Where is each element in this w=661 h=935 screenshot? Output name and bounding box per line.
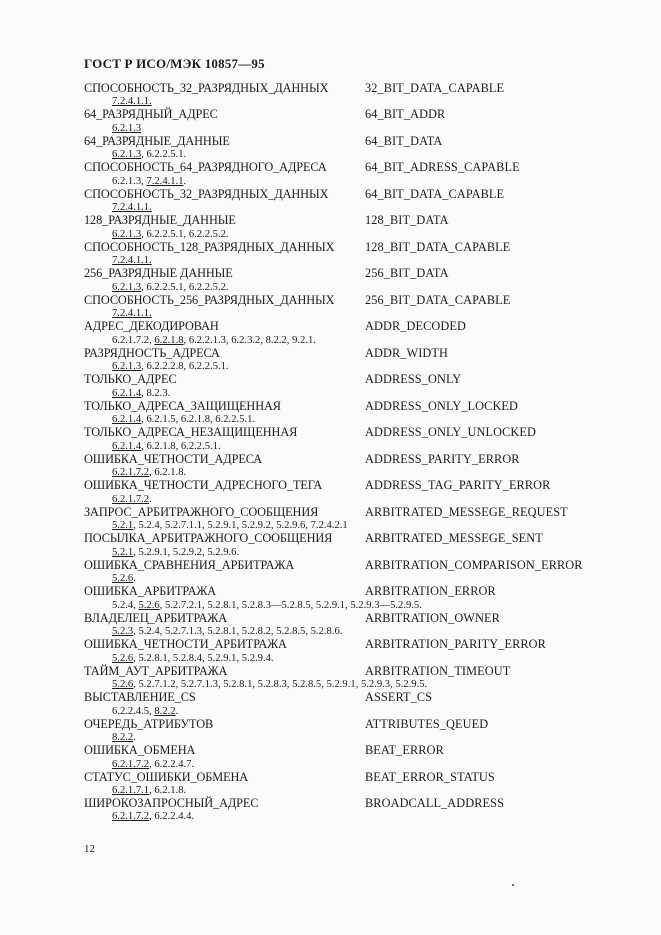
reference-link: 6.2.1.3 (112, 149, 142, 161)
term-english: 128_BIT_DATA_CAPABLE (365, 239, 511, 254)
term-english: 64_BIT_DATA_CAPABLE (365, 186, 505, 201)
term-entry (84, 426, 644, 452)
term-russian: ОШИБКА_ЧЕТНОСТИ_АРБИТРАЖА (84, 637, 287, 652)
term-entry (84, 532, 644, 558)
term-references (84, 175, 644, 188)
term-english: ATTRIBUTES_QEUED (365, 716, 489, 731)
term-references (84, 281, 644, 294)
reference-text: , 6.2.2.4.4. (149, 811, 195, 823)
scan-speck (512, 884, 514, 886)
term-row (84, 691, 644, 704)
term-references (84, 546, 644, 559)
term-row (84, 400, 644, 413)
term-english: ARBITRATED_MESSEGE_SENT (365, 531, 543, 546)
term-row (84, 373, 644, 386)
term-english: ARBITRATION_PARITY_ERROR (365, 637, 546, 652)
reference-text: . (133, 573, 136, 585)
reference-link: 6.2.1.3 (112, 361, 142, 373)
term-russian: ВЛАДЕЛЕЦ_АРБИТРАЖА (84, 610, 227, 625)
term-russian: ТОЛЬКО_АДРЕСА_ЗАЩИЩЕННАЯ (84, 398, 281, 413)
reference-text: , 6.2.2.2.8, 6.2.2.5.1. (141, 361, 229, 373)
term-english: ARBITRATION_ERROR (365, 584, 496, 599)
reference-text: , 6.2.2.5.1, 6.2.2.5.2. (141, 281, 229, 293)
term-entry (84, 188, 644, 214)
term-english: ASSERT_CS (365, 690, 433, 705)
term-russian: ШИРОКОЗАПРОСНЫЙ_АДРЕС (84, 796, 259, 811)
reference-text: , 5.2.4, 5.2.7.1.3, 5.2.8.1, 5.2.8.2, 5.2.8.5, 5.2.8.6. (133, 626, 343, 638)
term-english: ARBITRATION_OWNER (365, 610, 500, 625)
term-row (84, 771, 644, 784)
reference-text: , 6.2.2.1.3, 6.2.3.2, 8.2.2, 9.2.1. (183, 334, 316, 346)
term-english: ARBITRATION_TIMEOUT (365, 663, 511, 678)
term-english: BEAT_ERROR (365, 743, 444, 758)
term-russian: ОШИБКА_СРАВНЕНИЯ_АРБИТРАЖА (84, 557, 295, 572)
term-russian: 64_РАЗРЯДНЫЕ_ДАННЫЕ (84, 133, 230, 148)
reference-link: 6.2.1.7.2 (112, 811, 150, 823)
term-russian: 256_РАЗРЯДНЫЕ ДАННЫЕ (84, 266, 233, 281)
reference-link: 5.2.6 (112, 573, 134, 585)
reference-text: , 6.2.2.4.7. (149, 758, 195, 770)
term-entry (84, 506, 644, 532)
term-english: ADDRESS_TAG_PARITY_ERROR (365, 478, 551, 493)
term-row (84, 479, 644, 492)
reference-text: . (183, 175, 187, 187)
reference-link: 7.2.4.1.1. (112, 255, 152, 267)
term-row (84, 320, 644, 333)
reference-text: , 6.2.1.8, 6.2.2.5.1. (141, 440, 221, 452)
reference-link: 6.2.1.4 (112, 387, 142, 399)
reference-link: 5.2.3 (112, 626, 134, 638)
term-row (84, 82, 644, 95)
term-entry (84, 400, 644, 426)
term-entry (84, 453, 644, 479)
term-russian: СПОСОБНОСТЬ_64_РАЗРЯДНОГО_АДРЕСА (84, 160, 327, 175)
reference-text: , 6.2.2.5.1. (141, 149, 187, 161)
term-row (84, 135, 644, 148)
reference-link: 6.2.1.7.1 (112, 784, 150, 796)
term-russian: ТОЛЬКО_АДРЕС (84, 372, 177, 387)
term-english: ADDRESS_ONLY_LOCKED (365, 398, 519, 413)
term-row (84, 532, 644, 545)
reference-link: 6.2.1.3 (112, 281, 142, 293)
term-references (84, 599, 644, 612)
term-english: ARBITRATED_MESSEGE_REQUEST (365, 504, 568, 519)
reference-link: 5.2.6 (138, 599, 160, 611)
reference-link: 5.2.1 (112, 520, 134, 532)
term-row (84, 665, 644, 678)
reference-link: 8.2.2 (154, 705, 176, 717)
term-russian: РАЗРЯДНОСТЬ_АДРЕСА (84, 345, 220, 360)
term-russian: ТОЛЬКО_АДРЕСА_НЕЗАЩИЩЕННАЯ (84, 425, 298, 440)
term-entry (84, 320, 644, 346)
term-row (84, 506, 644, 519)
term-references (84, 122, 644, 135)
term-entry (84, 161, 644, 187)
term-row (84, 108, 644, 121)
term-list (84, 82, 644, 824)
reference-link: 5.2.6 (112, 679, 134, 691)
reference-text: 5.2.4, (112, 599, 139, 611)
term-row (84, 241, 644, 254)
term-entry (84, 744, 644, 770)
reference-text: . (149, 493, 152, 505)
reference-link: 7.2.4.1.1. (112, 96, 152, 108)
term-english: ADDRESS_ONLY_UNLOCKED (365, 425, 536, 440)
term-russian: ОЧЕРЕДЬ_АТРИБУТОВ (84, 716, 214, 731)
term-entry (84, 267, 644, 293)
term-entry (84, 771, 644, 797)
term-entry (84, 585, 644, 611)
term-references (84, 705, 644, 718)
term-row (84, 453, 644, 466)
term-entry (84, 214, 644, 240)
term-entry (84, 559, 644, 585)
term-entry (84, 479, 644, 505)
reference-text: 6.2.1.7.2, (112, 334, 155, 346)
term-english: ADDRESS_PARITY_ERROR (365, 451, 520, 466)
term-references (84, 758, 644, 771)
reference-text: . (133, 732, 136, 744)
term-row (84, 559, 644, 572)
reference-link: 8.2.2 (112, 732, 134, 744)
term-english: ADDRESS_ONLY (365, 372, 462, 387)
reference-text: , 5.2.7.2.1, 5.2.8.1, 5.2.8.3—5.2.8.5, 5.2.9.1, 5.2.9.3—5.2.9.5. (159, 599, 422, 611)
term-entry (84, 797, 644, 823)
term-entry (84, 665, 644, 691)
term-english: 256_BIT_DATA (365, 266, 449, 281)
reference-link: 6.2.1.3 (112, 122, 142, 134)
reference-text: . (175, 705, 179, 717)
term-russian: СПОСОБНОСТЬ_32_РАЗРЯДНЫХ_ДАННЫХ (84, 186, 329, 201)
reference-text: , 6.2.2.5.1, 6.2.2.5.2. (141, 228, 229, 240)
term-english: BEAT_ERROR_STATUS (365, 769, 495, 784)
reference-link: 6.2.1.8 (154, 334, 184, 346)
term-row (84, 267, 644, 280)
term-english: 128_BIT_DATA (365, 213, 449, 228)
reference-text: , 6.2.1.5, 6.2.1.8, 6.2.2.5.1. (141, 414, 256, 426)
term-english: BROADCALL_ADDRESS (365, 796, 505, 811)
term-english: ADDR_WIDTH (365, 345, 448, 360)
term-entry (84, 82, 644, 108)
reference-text: , 8.2.3. (141, 387, 171, 399)
term-row (84, 161, 644, 174)
term-english: 64_BIT_DATA (365, 133, 443, 148)
term-russian: ОШИБКА_ЧЕТНОСТИ_АДРЕСА (84, 451, 263, 466)
term-references (84, 493, 644, 506)
term-references (84, 387, 644, 400)
term-entry (84, 718, 644, 744)
reference-link: 6.2.1.7.2 (112, 467, 150, 479)
term-row (84, 744, 644, 757)
term-english: ARBITRATION_COMPARISON_ERROR (365, 557, 583, 572)
page-number: 12 (84, 843, 95, 855)
reference-link: 7.2.4.1.1 (146, 175, 184, 187)
term-row (84, 638, 644, 651)
term-russian: АДРЕС_ДЕКОДИРОВАН (84, 319, 219, 334)
reference-text: , 6.2.1.8. (149, 467, 187, 479)
reference-link: 5.2.1 (112, 546, 134, 558)
document-header: ГОСТ Р ИСО/МЭК 10857—95 (84, 56, 265, 71)
term-row (84, 294, 644, 307)
reference-link: 6.2.1.7.2 (112, 758, 150, 770)
term-entry (84, 294, 644, 320)
term-russian: ЗАПРОС_АРБИТРАЖНОГО_СООБЩЕНИЯ (84, 504, 319, 519)
reference-text: , 5.2.9.1, 5.2.9.2, 5.2.9.6. (133, 546, 240, 558)
term-russian: ОШИБКА_ОБМЕНА (84, 743, 196, 758)
reference-link: 6.2.1.3 (112, 228, 142, 240)
term-russian: СТАТУС_ОШИБКИ_ОБМЕНА (84, 769, 249, 784)
reference-text: 6.2.2.4.5, (112, 705, 155, 717)
term-entry (84, 691, 644, 717)
term-references (84, 810, 644, 823)
term-row (84, 797, 644, 810)
term-references (84, 440, 644, 453)
reference-text: , 5.2.4, 5.2.7.1.1, 5.2.9.1, 5.2.9.2, 5.2.9.6, 7.2.4.2.1 (133, 520, 348, 532)
reference-link: 6.2.1.7.2 (112, 493, 150, 505)
term-references (84, 652, 644, 665)
term-row (84, 188, 644, 201)
term-russian: ТАЙМ_АУТ_АРБИТРАЖА (84, 663, 228, 678)
reference-link: 7.2.4.1.1. (112, 202, 152, 214)
reference-link: 6.2.1.4 (112, 414, 142, 426)
term-entry (84, 135, 644, 161)
term-russian: 64_РАЗРЯДНЫЙ_АДРЕС (84, 107, 218, 122)
term-entry (84, 373, 644, 399)
term-english: ADDR_DECODED (365, 319, 466, 334)
term-russian: 128_РАЗРЯДНЫЕ_ДАННЫЕ (84, 213, 236, 228)
reference-text: , 6.2.1.8. (149, 784, 187, 796)
term-russian: ОШИБКА_ЧЕТНОСТИ_АДРЕСНОГО_ТЕГА (84, 478, 323, 493)
term-russian: ПОСЫЛКА_АРБИТРАЖНОГО_СООБЩЕНИЯ (84, 531, 333, 546)
term-entry (84, 612, 644, 638)
term-references (84, 228, 644, 241)
term-row (84, 718, 644, 731)
reference-text: 6.2.1.3, (112, 175, 147, 187)
term-english: 64_BIT_ADRESS_CAPABLE (365, 160, 520, 175)
reference-link: 7.2.4.1.1. (112, 308, 152, 320)
term-russian: СПОСОБНОСТЬ_32_РАЗРЯДНЫХ_ДАННЫХ (84, 81, 329, 95)
term-entry (84, 108, 644, 134)
reference-link: 6.2.1.4 (112, 440, 142, 452)
term-row (84, 426, 644, 439)
reference-text: , 5.2.8.1, 5.2.8.4, 5.2.9.1, 5.2.9.4. (133, 652, 274, 664)
term-russian: ОШИБКА_АРБИТРАЖА (84, 584, 217, 599)
term-russian: ВЫСТАВЛЕНИЕ_CS (84, 690, 196, 705)
term-row (84, 612, 644, 625)
term-entry (84, 241, 644, 267)
term-english: 32_BIT_DATA_CAPABLE (365, 81, 505, 95)
term-references (84, 334, 644, 347)
term-english: 64_BIT_ADDR (365, 107, 446, 122)
term-entry (84, 347, 644, 373)
term-russian: СПОСОБНОСТЬ_128_РАЗРЯДНЫХ_ДАННЫХ (84, 239, 335, 254)
term-row (84, 585, 644, 598)
term-english: 256_BIT_DATA_CAPABLE (365, 292, 511, 307)
reference-text: , 5.2.7.1.2, 5.2.7.1.3, 5.2.8.1, 5.2.8.3, 5.2.8.5, 5.2.9.1, 5.2.9.3, 5.2.9.5. (133, 679, 428, 691)
term-russian: СПОСОБНОСТЬ_256_РАЗРЯДНЫХ_ДАННЫХ (84, 292, 335, 307)
term-row (84, 214, 644, 227)
term-entry (84, 638, 644, 664)
term-row (84, 347, 644, 360)
reference-link: 5.2.6 (112, 652, 134, 664)
